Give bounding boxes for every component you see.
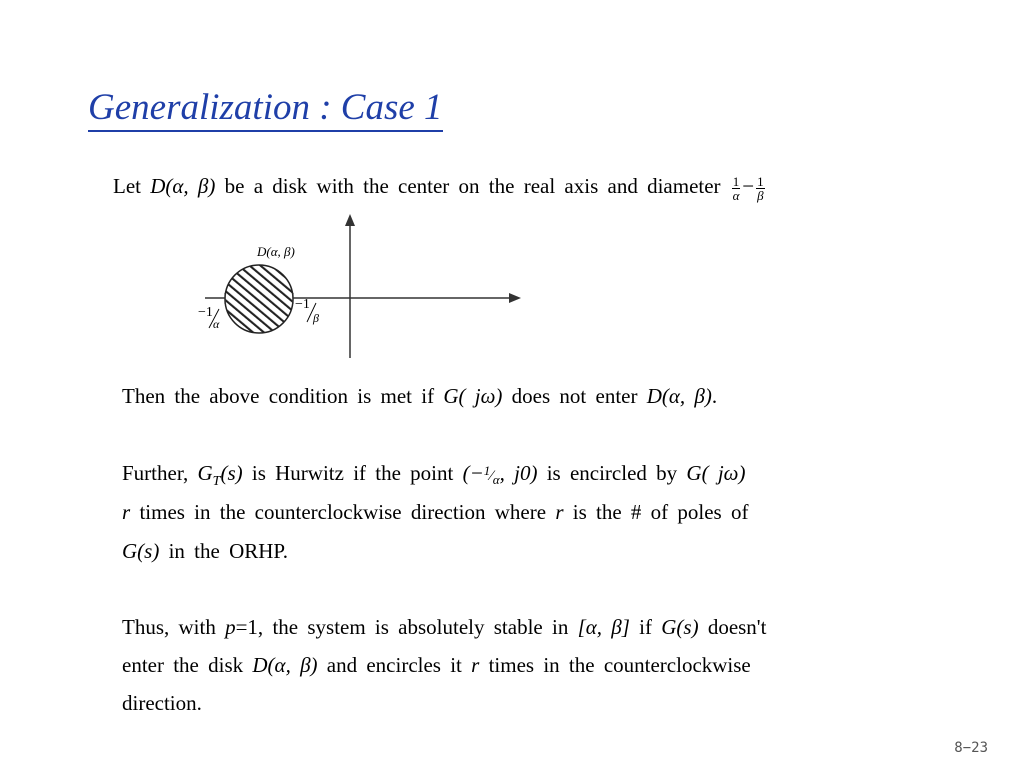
right-point-den: β [313, 311, 319, 325]
para3-text3: doesn't [707, 615, 767, 639]
para3-p-eq: =1, [235, 615, 264, 639]
intro-let: Let [113, 174, 141, 198]
diameter-fraction-alpha: $\frac{1}{\alpha}$ [732, 173, 740, 203]
paragraph-hurwitz-line3 [122, 539, 288, 564]
para3-text2: if [639, 615, 652, 639]
paragraph-stability-line3 [122, 691, 202, 716]
para2-text5: in the ORHP. [168, 539, 289, 563]
para3-text7: direction. [122, 691, 202, 715]
paragraph-hurwitz-line2 [122, 500, 748, 525]
imaginary-axis-arrow-icon [345, 214, 355, 226]
paragraph-stability-line2 [122, 653, 751, 678]
slide-title: Generalization : Case 1 [88, 86, 443, 132]
para2-further: Further, [122, 461, 189, 485]
para1-text-mid: does not enter [511, 384, 638, 408]
para2-point: ($-^1⁄_\alpha$, j0) [462, 461, 538, 487]
para2-g-jw: G( jω) [686, 461, 746, 485]
diameter-minus: − [742, 174, 755, 198]
para3-p: p [225, 615, 236, 639]
para3-text4: enter the disk [122, 653, 244, 677]
para3-text6: times in the counterclockwise [488, 653, 751, 677]
real-axis-arrow-icon [509, 293, 521, 303]
para2-text2: is encircled by [546, 461, 678, 485]
right-point-label: −1 [295, 297, 310, 312]
para3-disk: D(α, β) [252, 653, 318, 677]
para3-gs: G(s) [661, 615, 699, 639]
para2-text3: times in the counterclockwise direction where [139, 500, 547, 524]
diameter-fraction-beta: $\frac{1}{\beta}$ [757, 173, 764, 203]
intro-disk-name: D(α, β) [150, 174, 216, 198]
para2-gt: $G_T(s)$ [197, 461, 243, 489]
para3-text1: the system is absolutely stable in [272, 615, 569, 639]
page-number: 8−23 [954, 740, 988, 756]
para2-r2: r [555, 500, 564, 524]
disk-diagram [195, 212, 530, 362]
para3-thus: Thus, with [122, 615, 216, 639]
para1-text-pre: Then the above condition is met if [122, 384, 435, 408]
disk-label: D(α, β) [257, 244, 295, 259]
para2-r1: r [122, 500, 131, 524]
paragraph-hurwitz-line1 [122, 461, 745, 490]
paragraph-stability-line1 [122, 615, 766, 640]
para2-text1: is Hurwitz if the point [251, 461, 454, 485]
para2-gs: G(s) [122, 539, 160, 563]
para3-text5: and encircles it [326, 653, 462, 677]
left-point-den: α [213, 317, 220, 331]
intro-line [113, 174, 767, 202]
para1-disk: D(α, β) [646, 384, 712, 408]
para3-interval: [α, β] [577, 615, 630, 639]
disk-d-alpha-beta [225, 265, 293, 333]
para3-r: r [471, 653, 480, 677]
para2-text4: is the # of poles of [572, 500, 749, 524]
para1-g-jw: G( jω) [443, 384, 503, 408]
left-point-label: −1 [198, 305, 213, 320]
para1-period: . [711, 384, 718, 408]
paragraph-condition [122, 384, 717, 409]
intro-text: be a disk with the center on the real axis and diameter [224, 174, 721, 198]
